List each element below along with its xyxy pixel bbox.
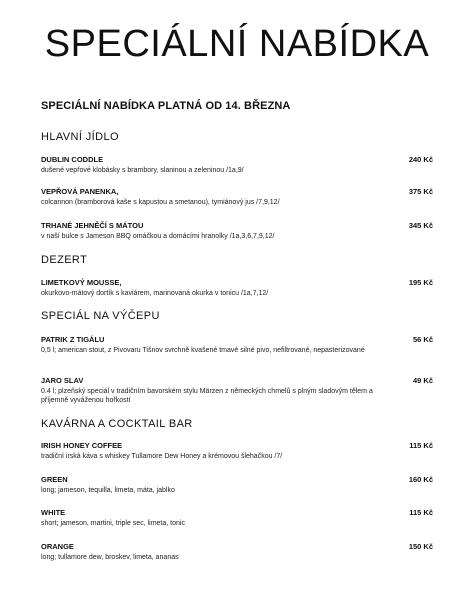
menu-item — [41, 221, 433, 241]
item-name: ORANGE — [41, 542, 74, 551]
item-name: GREEN — [41, 475, 68, 484]
item-price: 150 Kč — [408, 542, 433, 551]
menu-subtitle: SPECIÁLNÍ NABÍDKA PLATNÁ OD 14. BŘEZNA — [41, 100, 291, 112]
item-name: LIMETKOVÝ MOUSSE, — [41, 278, 122, 287]
item-price: 160 Kč — [408, 475, 433, 484]
menu-item — [41, 187, 433, 207]
item-description: okurkovo-mátový dortík s kaviárem, marinovaná okurka v tonicu /1a,7,12/ — [41, 290, 269, 297]
menu-item — [41, 475, 433, 495]
menu-item — [41, 542, 433, 562]
menu-item — [41, 155, 433, 175]
section-heading-dessert: DEZERT — [41, 254, 88, 266]
item-price: 115 Kč — [409, 508, 433, 517]
item-description: 0,5 l; american stout, z Pivovaru Tišnov svrchně kvašené tmavé silné pivo, nefiltrované, nepasterizované — [41, 347, 365, 354]
item-price: 195 Kč — [408, 278, 433, 287]
item-name: DUBLIN CODDLE — [41, 155, 104, 164]
item-price: 345 Kč — [408, 221, 433, 230]
page-title: SPECIÁLNÍ NABÍDKA — [44, 23, 430, 65]
item-description: short; jameson, martini, triple sec, limeta, tonic — [41, 520, 185, 527]
item-description: long; jameson, tequilla, limeta, máta, jablko — [41, 487, 175, 494]
item-name: IRISH HONEY COFFEE — [41, 441, 123, 450]
item-price: 115 Kč — [409, 441, 433, 450]
item-price: 49 Kč — [412, 376, 433, 385]
menu-item — [41, 278, 433, 298]
section-heading-main-course: HLAVNÍ JÍDLO — [41, 131, 119, 143]
item-name: VEPŘOVÁ PANENKA, — [41, 187, 119, 196]
item-price: 56 Kč — [412, 335, 433, 344]
menu-item — [41, 508, 433, 528]
item-description: tradiční irská káva s whiskey Tullamore Dew Honey a krémovou šlehačkou /7/ — [41, 453, 283, 460]
item-name: TRHANÉ JEHNĚČÍ S MÁTOU — [41, 221, 144, 230]
item-price: 375 Kč — [408, 187, 433, 196]
item-description: dušené vepřové klobásky s brambory, slaninou a zeleninou /1a,9/ — [41, 167, 244, 174]
item-description: colcannon (bramborová kaše s kapustou a smetanou), tymiánový jus /7,9,12/ — [41, 199, 280, 206]
item-description: v naší bulce s Jameson BBQ omáčkou a domácími hranolky /1a,3,6,7,9,12/ — [41, 233, 275, 240]
item-name: JARO SLAV — [41, 376, 84, 385]
item-name: WHITE — [41, 508, 66, 517]
menu-item — [41, 335, 433, 355]
item-name: PATRIK Z TIGÁLU — [41, 335, 105, 344]
menu-item — [41, 376, 433, 405]
section-heading-tap-special: SPECIÁL NA VÝČEPU — [41, 310, 160, 322]
section-heading-cafe-bar: KAVÁRNA A COCKTAIL BAR — [41, 418, 193, 430]
item-description: 0.4 l; plzeňský speciál v tradičním bavorském stylu Märzen z německých chmelů s plným sladovým tělem a příjemně vyváženou hořkostí — [41, 388, 373, 404]
item-description: long; tullamore dew, broskev, limeta, ananas — [41, 554, 179, 561]
menu-item — [41, 441, 433, 461]
item-price: 240 Kč — [408, 155, 433, 164]
